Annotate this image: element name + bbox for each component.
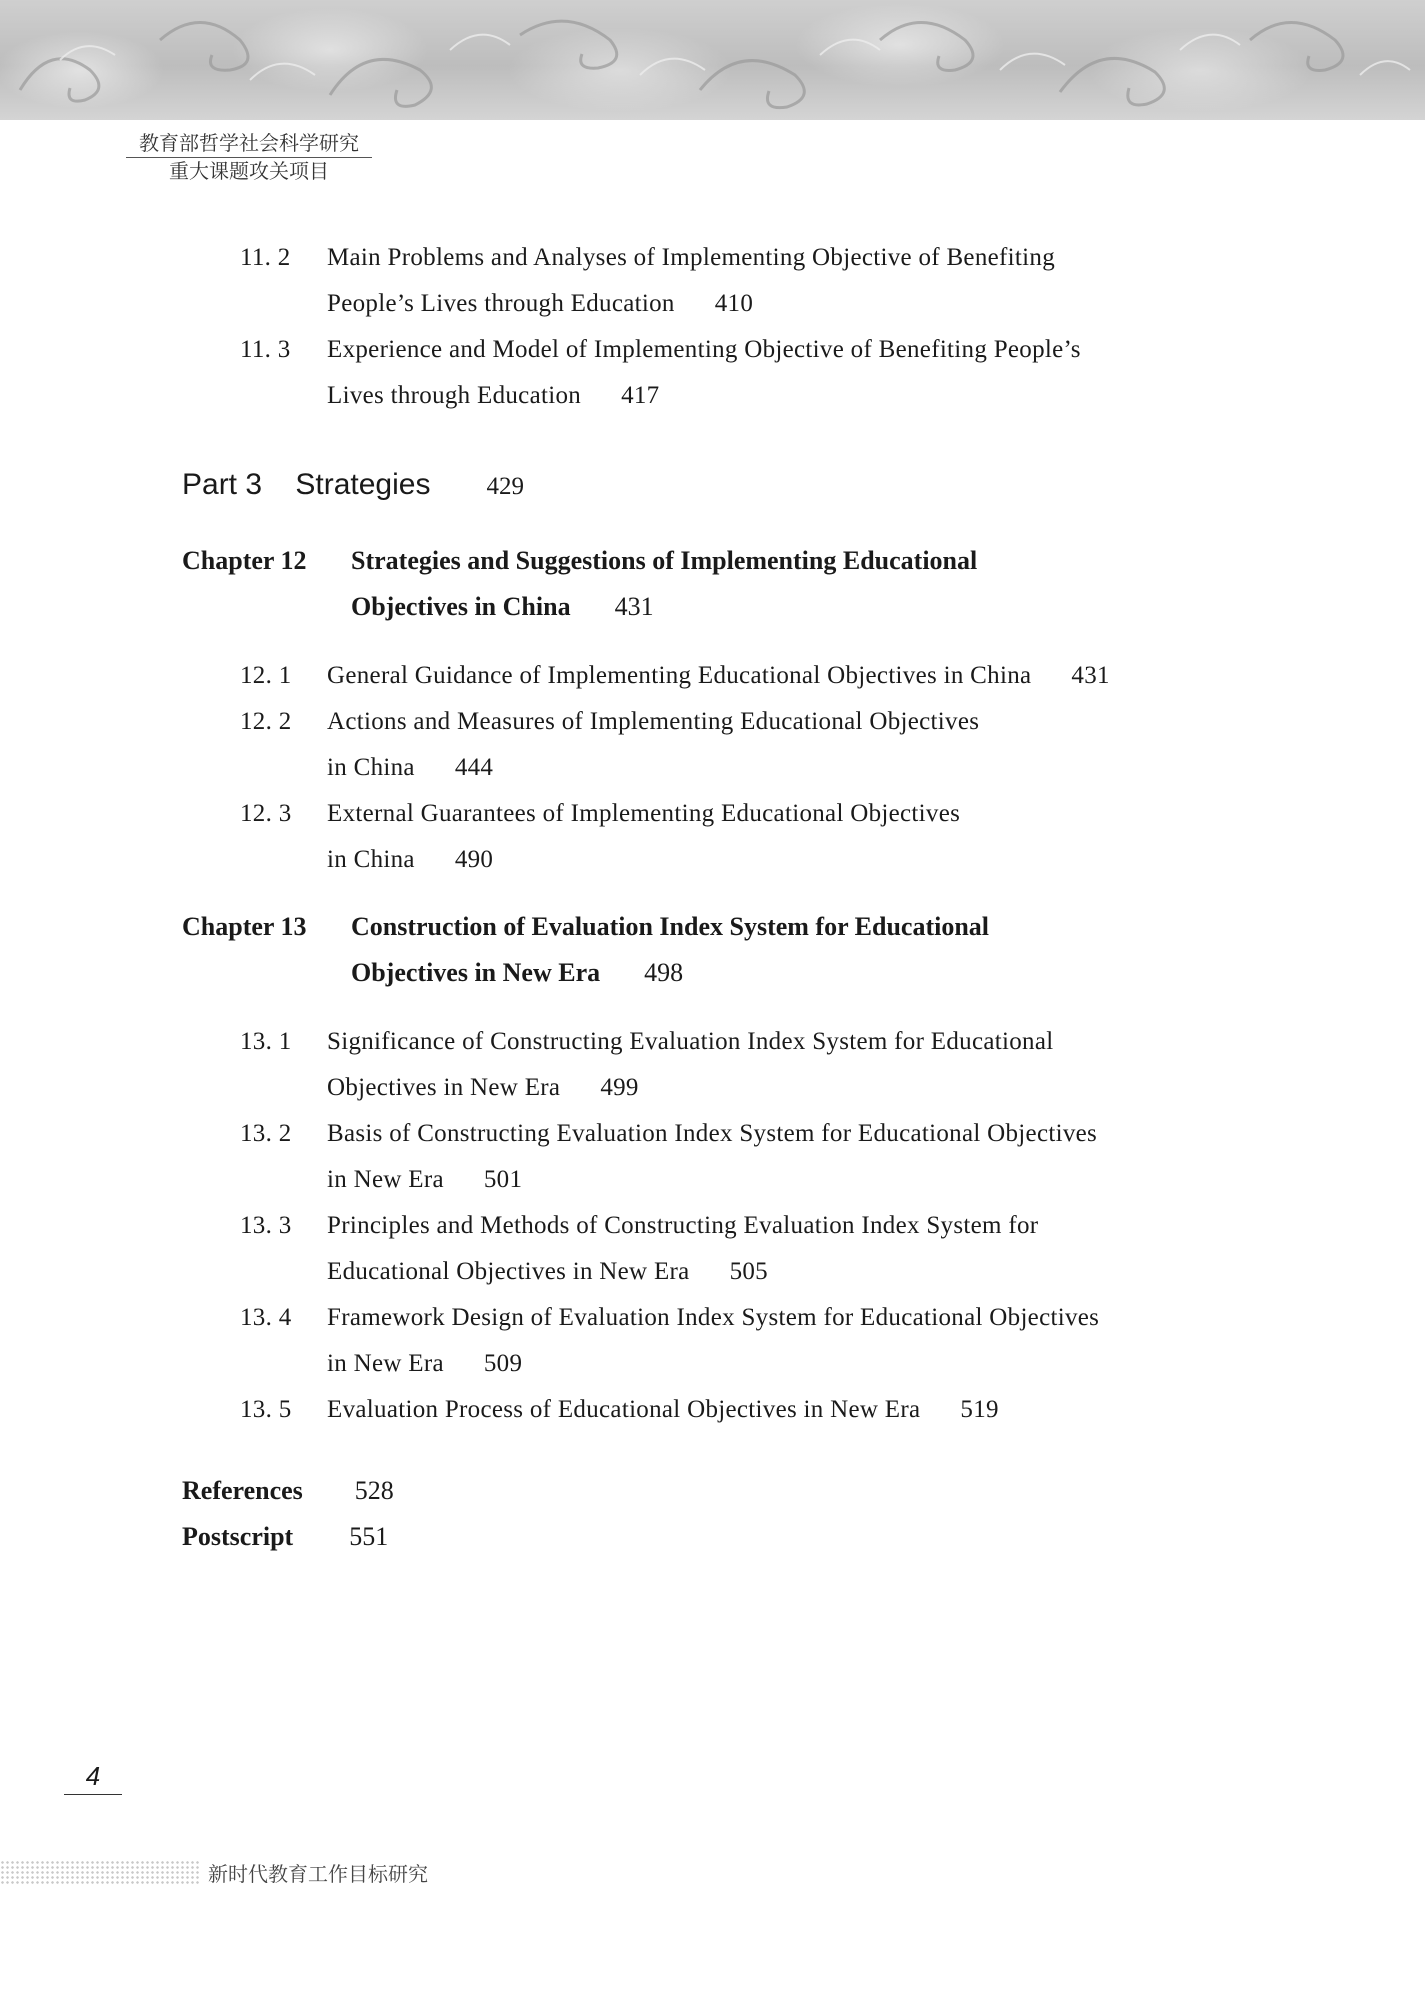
part-label: Part 3	[182, 468, 263, 501]
page-number: 509	[483, 1350, 523, 1377]
page-number: 431	[1071, 662, 1110, 689]
section-number: 13. 3	[240, 1212, 292, 1239]
page-number: 501	[483, 1166, 523, 1193]
folio-page-number: 4	[64, 1758, 122, 1795]
section-number: 13. 2	[240, 1120, 292, 1147]
page-number: 528	[354, 1476, 394, 1505]
section-title-line1: Actions and Measures of Implementing Educational Objectives	[327, 708, 980, 735]
section-number: 13. 1	[240, 1028, 292, 1055]
page-number: 490	[454, 846, 494, 873]
series-title-line2: 重大课题攻关项目	[169, 159, 329, 183]
page-number: 499	[600, 1074, 639, 1101]
chapter-title-line2: Objectives in New Era	[351, 958, 601, 987]
back-matter-label: References	[182, 1476, 303, 1505]
section-number: 12. 3	[240, 800, 292, 827]
section-number: 12. 1	[240, 662, 292, 689]
section-title-line2: in China	[327, 846, 415, 873]
section-number: 13. 5	[240, 1396, 292, 1423]
section-title-line1: General Guidance of Implementing Educational Objectives in China	[327, 662, 1032, 689]
chapter-label: Chapter 13	[182, 912, 307, 941]
section-title-line2: Objectives in New Era	[327, 1074, 561, 1101]
section-number: 13. 4	[240, 1304, 292, 1331]
section-title-line2: in China	[327, 754, 415, 781]
section-title-line1: Framework Design of Evaluation Index System for Educational Objectives	[327, 1304, 1100, 1331]
chapter-label: Chapter 12	[182, 546, 307, 575]
section-title-line2: in New Era	[327, 1166, 444, 1193]
toc-postscript[interactable]	[182, 1522, 388, 1552]
cloud-ornament-icon	[0, 0, 1425, 120]
cloud-pattern-banner	[0, 0, 1425, 120]
page-number: 431	[614, 592, 654, 621]
page-number: 417	[621, 382, 660, 409]
page-number: 444	[454, 754, 494, 781]
section-title-line1: Significance of Constructing Evaluation Index System for Educational	[327, 1028, 1054, 1055]
section-title-line1: Basis of Constructing Evaluation Index System for Educational Objectives	[327, 1120, 1098, 1147]
section-number: 11. 2	[240, 244, 291, 271]
toc-part-3[interactable]	[182, 468, 524, 502]
section-title-line1: Evaluation Process of Educational Objectives in New Era	[327, 1396, 921, 1423]
series-title-line1: 教育部哲学社会科学研究	[126, 130, 372, 158]
chapter-title-line1: Strategies and Suggestions of Implementing Educational	[351, 546, 978, 575]
chapter-title-line1: Construction of Evaluation Index System for Educational	[351, 912, 990, 941]
page-number: 410	[714, 290, 754, 317]
footer-dot-pattern	[0, 1860, 200, 1886]
page-number: 551	[349, 1522, 389, 1551]
section-title-line2: Educational Objectives in New Era	[327, 1258, 690, 1285]
toc-references[interactable]	[182, 1476, 394, 1506]
part-title: Strategies	[295, 468, 431, 501]
section-title-line1: Experience and Model of Implementing Objective of Benefiting People’s	[327, 336, 1081, 363]
section-title-line2: People’s Lives through Education	[327, 290, 675, 317]
section-title-line2: in New Era	[327, 1350, 444, 1377]
chapter-title-line2: Objectives in China	[351, 592, 571, 621]
back-matter-label: Postscript	[182, 1522, 294, 1551]
section-title-line1: External Guarantees of Implementing Educational Objectives	[327, 800, 961, 827]
footer-book-title: 新时代教育工作目标研究	[208, 1862, 428, 1886]
page-number: 498	[644, 958, 684, 987]
page-number: 505	[729, 1258, 768, 1285]
series-header	[126, 130, 372, 184]
section-title-line2: Lives through Education	[327, 382, 582, 409]
section-number: 11. 3	[240, 336, 291, 363]
page-number: 429	[486, 473, 524, 500]
section-number: 12. 2	[240, 708, 292, 735]
page-number: 519	[960, 1396, 999, 1423]
section-title-line1: Main Problems and Analyses of Implementing Objective of Benefiting	[327, 244, 1055, 271]
section-title-line1: Principles and Methods of Constructing Evaluation Index System for	[327, 1212, 1039, 1239]
